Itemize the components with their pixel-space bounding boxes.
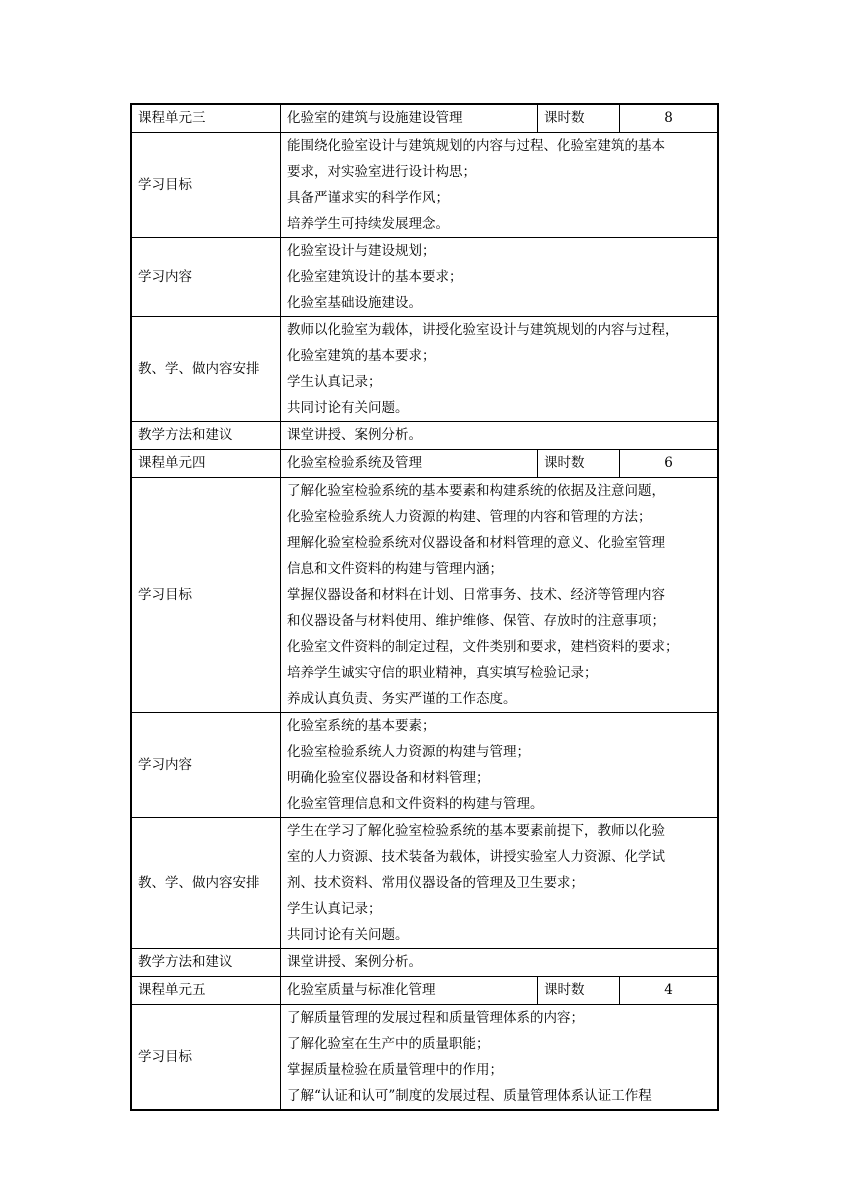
goal-line: 掌握质量检验在质量管理中的作用； (287, 1061, 503, 1078)
content-label: 学习内容 (131, 712, 281, 817)
goal-line: 了解化验室检验系统的基本要素和构建系统的依据及注意问题， (287, 482, 665, 499)
goals-label: 学习目标 (131, 1004, 281, 1110)
content-line: 化验室检验系统人力资源的构建与管理； (287, 743, 530, 760)
goal-line: 掌握仪器设备和材料在计划、日常事务、技术、经济等管理内容 (287, 586, 665, 603)
goal-line: 化验室检验系统人力资源的构建、管理的内容和管理的方法； (287, 508, 652, 525)
goal-line: 了解“认证和认可”制度的发展过程、质量管理体系认证工作程 (287, 1087, 652, 1104)
goal-line: 要求，对实验室进行设计构思； (287, 163, 476, 180)
arrangement-row (131, 817, 718, 948)
goals-row (131, 132, 718, 237)
arrangement-line: 学生认真记录； (287, 373, 382, 390)
unit-header-row (131, 449, 718, 477)
unit-name: 化验室质量与标准化管理 (281, 976, 538, 1004)
unit-name: 化验室检验系统及管理 (281, 449, 538, 477)
hours-label: 课时数 (538, 976, 620, 1004)
unit-header-row (131, 104, 718, 132)
goal-line: 和仪器设备与材料使用、维护维修、保管、存放时的注意事项； (287, 612, 665, 629)
arrangement-content (281, 316, 719, 421)
goal-line: 理解化验室检验系统对仪器设备和材料管理的意义、化验室管理 (287, 534, 665, 551)
arrangement-label: 教、学、做内容安排 (131, 817, 281, 948)
arrangement-line: 共同讨论有关问题。 (287, 926, 409, 943)
content-list (281, 712, 719, 817)
content-line: 化验室管理信息和文件资料的构建与管理。 (287, 795, 544, 812)
goal-line: 培养学生可持续发展理念。 (287, 215, 449, 232)
course-syllabus-table (130, 103, 719, 1111)
content-line: 化验室基础设施建设。 (287, 294, 422, 311)
content-line: 化验室设计与建设规划； (287, 242, 436, 259)
goal-line: 了解质量管理的发展过程和质量管理体系的内容； (287, 1009, 584, 1026)
content-line: 化验室建筑设计的基本要求； (287, 268, 463, 285)
content-list (281, 237, 719, 316)
hours-value: 4 (620, 976, 719, 1004)
goals-content (281, 132, 719, 237)
arrangement-content (281, 817, 719, 948)
method-content: 课堂讲授、案例分析。 (281, 948, 719, 976)
goals-content (281, 1004, 719, 1110)
goals-label: 学习目标 (131, 132, 281, 237)
method-label: 教学方法和建议 (131, 421, 281, 449)
content-line: 化验室系统的基本要素； (287, 717, 436, 734)
unit-header-row (131, 976, 718, 1004)
method-content: 课堂讲授、案例分析。 (281, 421, 719, 449)
arrangement-line: 剂、技术资料、常用仪器设备的管理及卫生要求； (287, 874, 584, 891)
goal-line: 化验室文件资料的制定过程，文件类别和要求，建档资料的要求； (287, 638, 679, 655)
arrangement-line: 学生认真记录； (287, 900, 382, 917)
unit-label: 课程单元五 (131, 976, 281, 1004)
arrangement-line: 学生在学习了解化验室检验系统的基本要素前提下，教师以化验 (287, 822, 665, 839)
arrangement-label: 教、学、做内容安排 (131, 316, 281, 421)
unit-label: 课程单元四 (131, 449, 281, 477)
goals-row (131, 477, 718, 712)
goal-line: 了解化验室在生产中的质量职能； (287, 1035, 490, 1052)
goal-line: 能围绕化验室设计与建筑规划的内容与过程、化验室建筑的基本 (287, 137, 665, 154)
goal-line: 培养学生诚实守信的职业精神，真实填写检验记录； (287, 664, 598, 681)
arrangement-line: 室的人力资源、技术装备为载体，讲授实验室人力资源、化学试 (287, 848, 665, 865)
unit-label: 课程单元三 (131, 104, 281, 132)
hours-value: 8 (620, 104, 719, 132)
arrangement-row (131, 316, 718, 421)
goal-line: 信息和文件资料的构建与管理内涵； (287, 560, 503, 577)
method-row (131, 421, 718, 449)
content-label: 学习内容 (131, 237, 281, 316)
content-row (131, 237, 718, 316)
goals-label: 学习目标 (131, 477, 281, 712)
content-row (131, 712, 718, 817)
hours-label: 课时数 (538, 449, 620, 477)
arrangement-line: 化验室建筑的基本要求； (287, 347, 436, 364)
goal-line: 养成认真负责、务实严谨的工作态度。 (287, 690, 517, 707)
method-row (131, 948, 718, 976)
hours-label: 课时数 (538, 104, 620, 132)
goals-row (131, 1004, 718, 1110)
goals-content (281, 477, 719, 712)
unit-name: 化验室的建筑与设施建设管理 (281, 104, 538, 132)
arrangement-line: 共同讨论有关问题。 (287, 399, 409, 416)
goal-line: 具备严谨求实的科学作风； (287, 189, 449, 206)
arrangement-line: 教师以化验室为载体，讲授化验室设计与建筑规划的内容与过程， (287, 321, 679, 338)
hours-value: 6 (620, 449, 719, 477)
method-label: 教学方法和建议 (131, 948, 281, 976)
content-line: 明确化验室仪器设备和材料管理； (287, 769, 490, 786)
